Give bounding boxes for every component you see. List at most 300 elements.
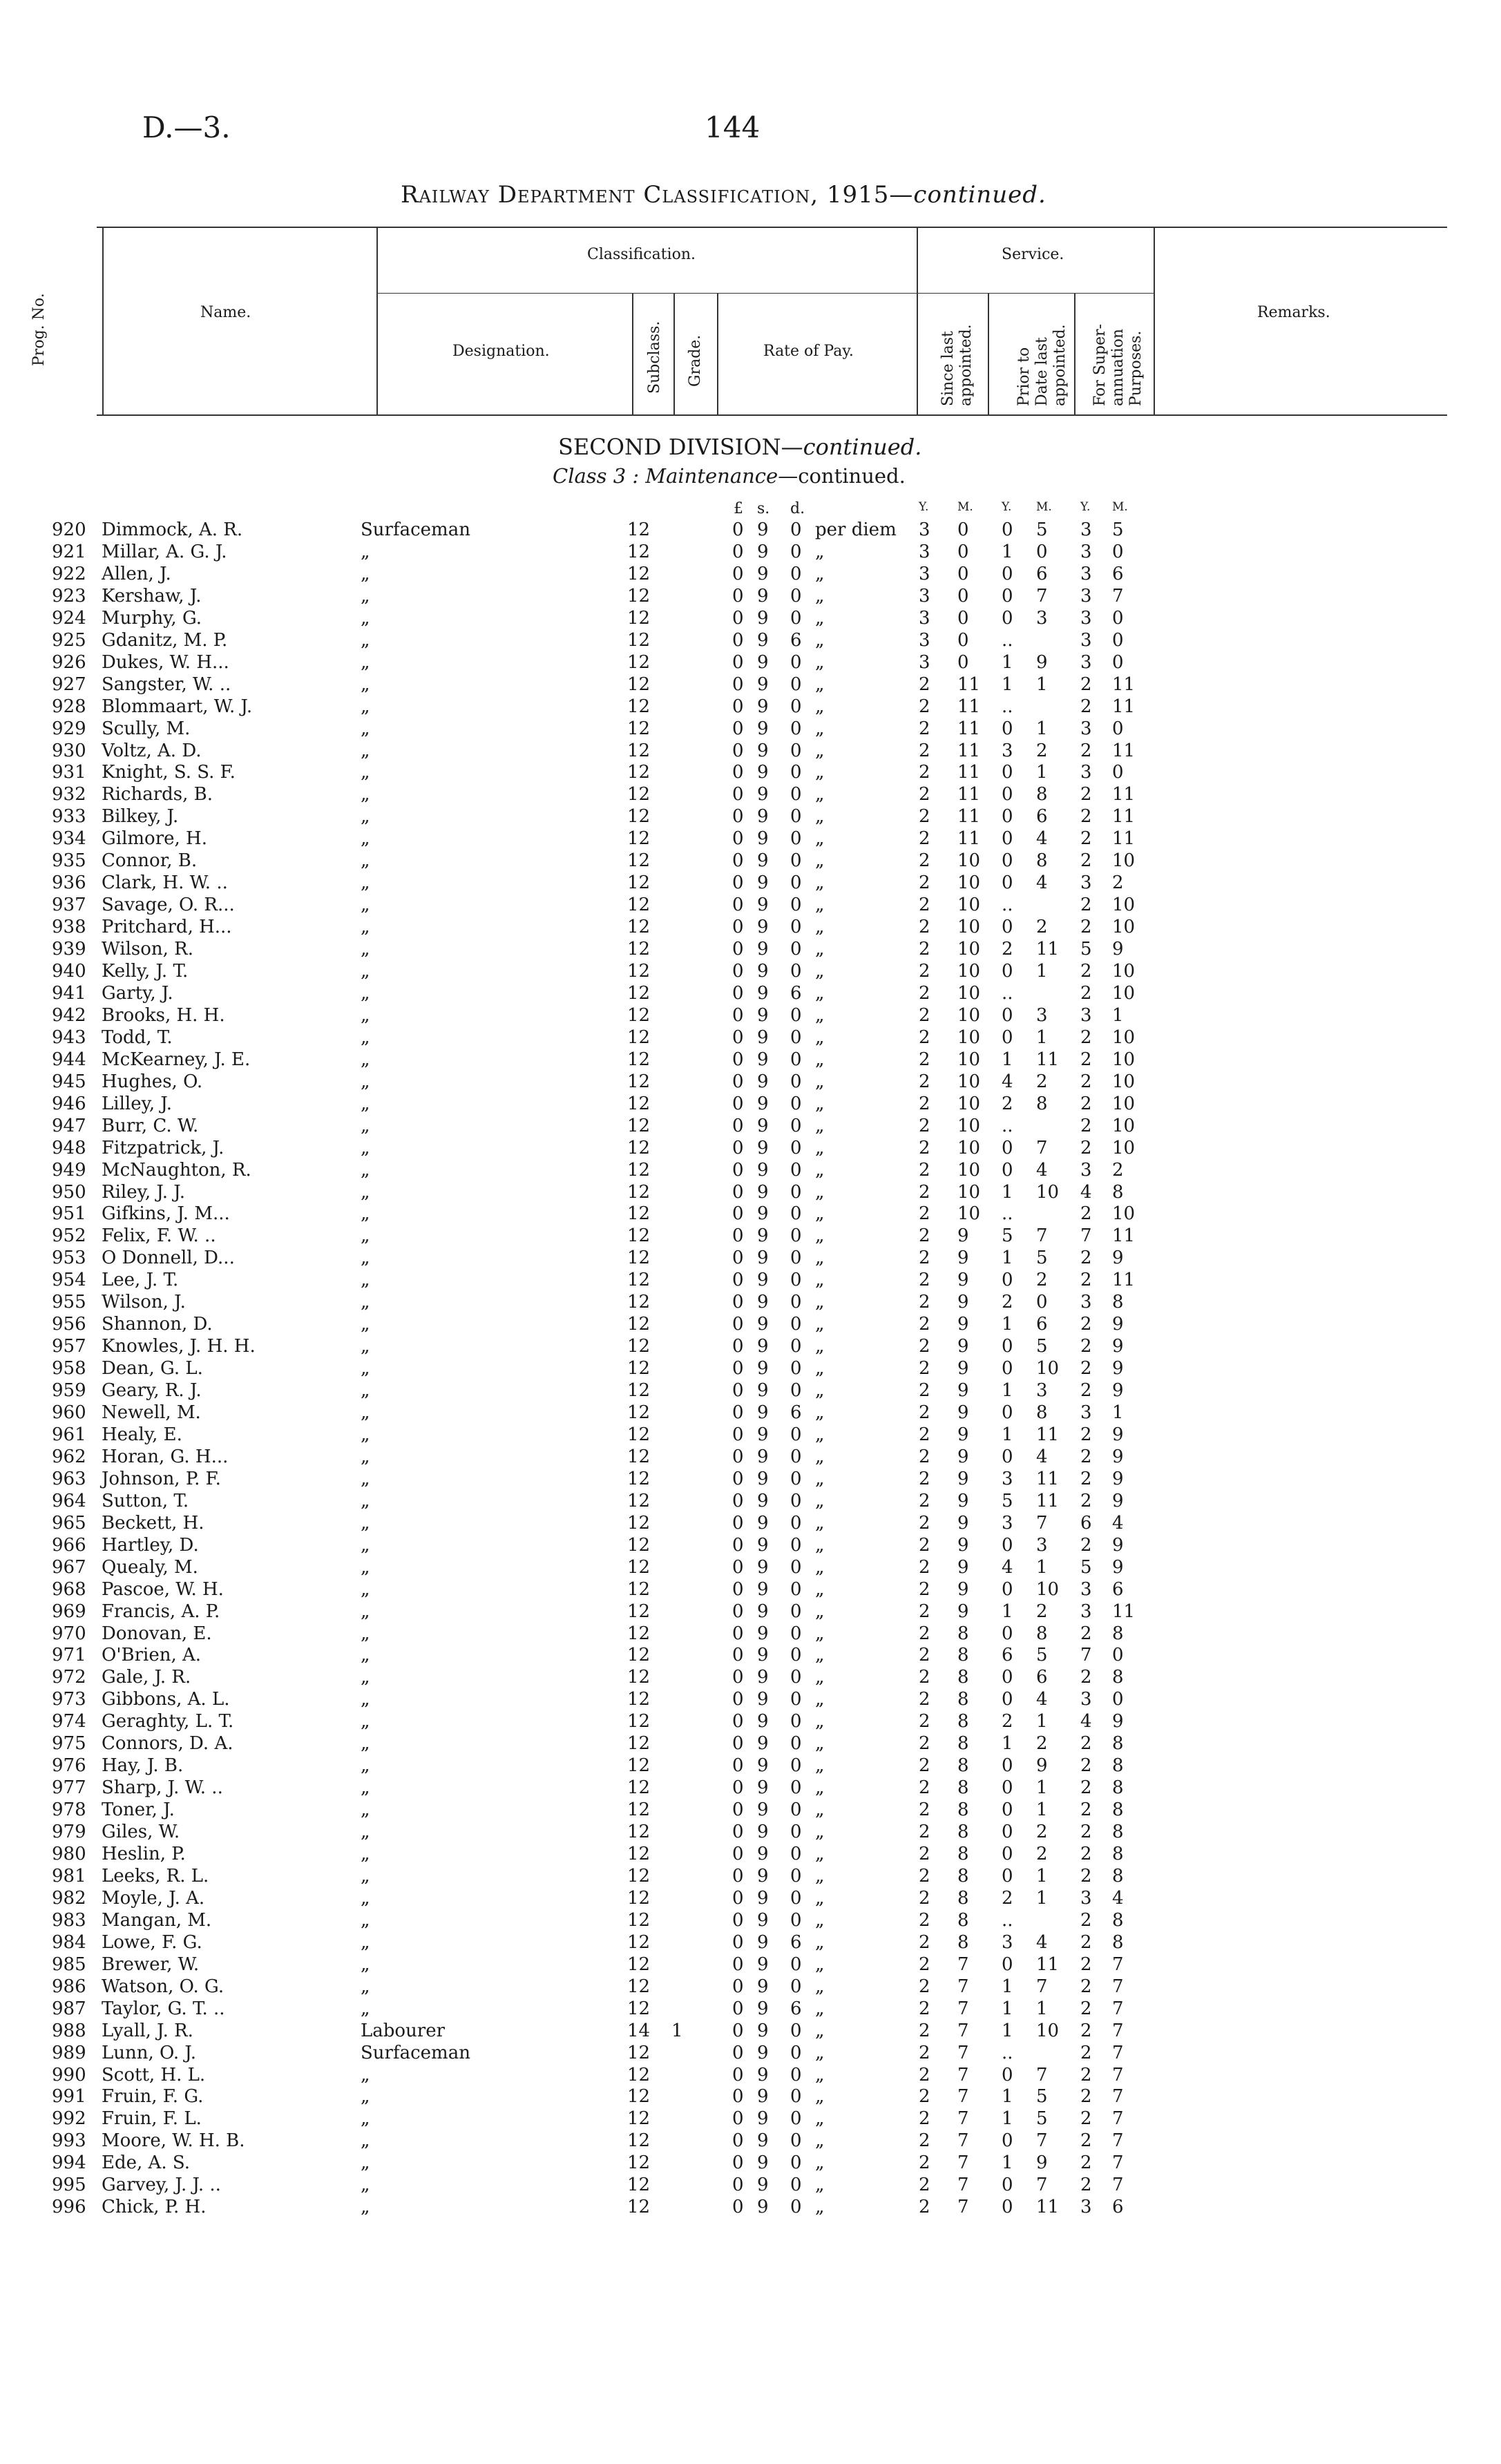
subclass: 12	[627, 1203, 651, 1225]
designation: „	[361, 1844, 370, 1864]
since-years: 2	[919, 1578, 930, 1600]
pay-pounds: 0	[732, 2086, 744, 2108]
since-months: 10	[957, 982, 981, 1004]
pay-shillings: 9	[757, 1446, 769, 1467]
prior-months: 7	[1036, 2175, 1048, 2196]
designation: „	[361, 1512, 370, 1534]
designation: „	[361, 1270, 370, 1291]
prior-years: 0	[1002, 1336, 1013, 1357]
since-years: 2	[919, 1645, 930, 1666]
since-years: 2	[919, 1159, 930, 1181]
pay-period: „	[815, 1601, 825, 1622]
prior-years: 0	[1002, 784, 1013, 805]
employee-name: Fitzpatrick, J.	[102, 1137, 224, 1158]
pay-period: „	[815, 1623, 825, 1644]
prior-years: 1	[1002, 2020, 1013, 2041]
pay-period: „	[815, 2086, 825, 2108]
subclass: 12	[627, 1115, 651, 1136]
pay-shillings: 9	[757, 2042, 769, 2063]
since-months: 7	[957, 2108, 969, 2130]
super-months: 9	[1112, 1446, 1124, 1467]
prior-years: 0	[1002, 607, 1013, 629]
super-years: 3	[1080, 651, 1092, 673]
designation: „	[361, 1446, 370, 1467]
since-years: 2	[919, 850, 930, 872]
pay-shillings: 9	[757, 1071, 769, 1092]
pay-pounds: 0	[732, 1292, 744, 1313]
prior-years: 0	[1002, 2175, 1013, 2196]
table-row	[0, 1336, 1501, 1358]
row-number: 928	[52, 696, 86, 717]
prior-months: 11	[1036, 939, 1060, 960]
prior-years: ..	[1002, 1909, 1013, 1931]
table-row	[0, 1138, 1501, 1160]
prior-months: 1	[1036, 718, 1048, 739]
table-row	[0, 895, 1501, 917]
pay-period: „	[815, 806, 825, 828]
pay-shillings: 9	[757, 1844, 769, 1864]
since-years: 2	[919, 895, 930, 916]
table-row	[0, 1799, 1501, 1822]
super-months: 7	[1112, 1976, 1124, 1997]
row-number: 996	[52, 2197, 86, 2218]
pay-shillings: 9	[757, 1909, 769, 1931]
super-months: 10	[1112, 1049, 1136, 1070]
since-years: 2	[919, 1292, 930, 1313]
subclass: 12	[627, 806, 651, 828]
designation: „	[361, 1049, 370, 1070]
super-years: 3	[1080, 1887, 1092, 1909]
prior-months: 1	[1036, 1777, 1048, 1799]
pay-shillings: 9	[757, 1865, 769, 1887]
subclass: 12	[627, 2130, 651, 2152]
super-months: 4	[1112, 1887, 1124, 1909]
prior-years: 1	[1002, 1380, 1013, 1402]
pay-pounds: 0	[732, 696, 744, 717]
row-number: 936	[52, 872, 86, 894]
row-number: 990	[52, 2064, 86, 2085]
subclass: 12	[627, 651, 651, 673]
prior-years: 0	[1002, 917, 1013, 938]
super-years: 2	[1080, 917, 1092, 938]
row-number: 955	[52, 1292, 86, 1313]
designation: „	[361, 828, 370, 850]
prior-line: Prior to	[1015, 347, 1033, 406]
subclass: 12	[627, 1909, 651, 1931]
pay-shillings: 9	[757, 1380, 769, 1402]
prior-months: 2	[1036, 1270, 1048, 1291]
since-years: 2	[919, 1623, 930, 1644]
since-months: 9	[957, 1556, 969, 1578]
pay-period: „	[815, 1336, 825, 1357]
pay-period: „	[815, 2042, 825, 2063]
pay-pence: 0	[790, 1534, 802, 1556]
employee-name: Shannon, D.	[102, 1314, 213, 1335]
employee-name: Taylor, G. T. ..	[102, 1998, 225, 2019]
super-years: 2	[1080, 895, 1092, 916]
prior-months: 1	[1036, 674, 1048, 695]
since-months: 9	[957, 1578, 969, 1600]
super-months: 10	[1112, 1203, 1136, 1225]
since-months: 9	[957, 1402, 969, 1423]
table-row	[0, 2065, 1501, 2087]
prior-line: appointed.	[1051, 324, 1069, 406]
pay-shillings: 9	[757, 1799, 769, 1821]
table-row	[0, 1998, 1501, 2021]
designation: „	[361, 1601, 370, 1622]
pay-period: „	[815, 2108, 825, 2130]
employee-name: Mangan, M.	[102, 1909, 212, 1931]
pay-pence: 0	[790, 1755, 802, 1777]
pay-pence: 0	[790, 541, 802, 562]
super-months: 8	[1112, 1822, 1124, 1843]
table-row	[0, 519, 1501, 542]
since-years: 2	[919, 1115, 930, 1136]
designation: „	[361, 2086, 370, 2108]
employee-name: Beckett, H.	[102, 1512, 204, 1534]
super-years: 2	[1080, 1755, 1092, 1777]
pay-pounds: 0	[732, 1711, 744, 1732]
pay-pence: 0	[790, 740, 802, 761]
since-years: 2	[919, 1844, 930, 1864]
since-years: 2	[919, 1799, 930, 1821]
prior-months: 4	[1036, 828, 1048, 850]
subclass: 12	[627, 1578, 651, 1600]
subclass: 12	[627, 1358, 651, 1379]
pay-pence: 0	[790, 1137, 802, 1158]
subclass: 12	[627, 1667, 651, 1688]
row-number: 924	[52, 607, 86, 629]
subclass: 12	[627, 895, 651, 916]
table-row	[0, 784, 1501, 806]
prior-years: 1	[1002, 2108, 1013, 2130]
since-months: 10	[957, 850, 981, 872]
pay-period: „	[815, 629, 825, 651]
super-years: 2	[1080, 2108, 1092, 2130]
since-months: 7	[957, 2175, 969, 2196]
super-years: 2	[1080, 1026, 1092, 1048]
pay-period: „	[815, 541, 825, 562]
class-suffix: —continued.	[778, 464, 906, 488]
table-row	[0, 1557, 1501, 1579]
employee-name: Knight, S. S. F.	[102, 762, 236, 783]
pay-pence: 0	[790, 2175, 802, 2196]
pay-period: „	[815, 1667, 825, 1688]
subclass: 12	[627, 1954, 651, 1975]
row-number: 953	[52, 1248, 86, 1269]
pay-pence: 0	[790, 1909, 802, 1931]
super-years: 2	[1080, 1336, 1092, 1357]
super-line: annuation	[1109, 328, 1127, 406]
prior-months: 7	[1036, 1225, 1048, 1247]
super-months: 9	[1112, 1468, 1124, 1489]
prior-years: 0	[1002, 2197, 1013, 2218]
employee-name: Richards, B.	[102, 784, 213, 805]
prior-months: 6	[1036, 1314, 1048, 1335]
pay-pounds: 0	[732, 585, 744, 607]
row-number: 925	[52, 629, 86, 651]
super-years: 2	[1080, 2175, 1092, 2196]
employee-name: Bilkey, J.	[102, 806, 179, 828]
super-years: 2	[1080, 2064, 1092, 2085]
designation: „	[361, 1865, 370, 1887]
pay-period: „	[815, 1578, 825, 1600]
prior-years: 0	[1002, 1402, 1013, 1423]
super-years: 2	[1080, 961, 1092, 982]
row-number: 971	[52, 1645, 86, 1666]
employee-name: Horan, G. H...	[102, 1446, 229, 1467]
pay-period: „	[815, 1689, 825, 1710]
table-row	[0, 850, 1501, 872]
prior-years: 0	[1002, 1844, 1013, 1864]
employee-name: Ede, A. S.	[102, 2152, 190, 2174]
designation: „	[361, 895, 370, 916]
designation: „	[361, 1358, 370, 1379]
employee-name: Pascoe, W. H.	[102, 1578, 224, 1600]
pay-pence: 0	[790, 1225, 802, 1247]
row-number: 920	[52, 519, 86, 540]
designation: „	[361, 1578, 370, 1600]
pay-period: „	[815, 1865, 825, 1887]
pay-pence: 0	[790, 895, 802, 916]
pay-shillings: 9	[757, 629, 769, 651]
since-years: 2	[919, 1490, 930, 1511]
employee-name: Lunn, O. J.	[102, 2042, 197, 2063]
designation: „	[361, 1159, 370, 1181]
prior-months: 11	[1036, 2197, 1060, 2218]
employee-name: Lee, J. T.	[102, 1270, 179, 1291]
super-months: 11	[1112, 784, 1136, 805]
pay-shillings: 9	[757, 740, 769, 761]
pay-shillings: 9	[757, 1954, 769, 1975]
super-months: 9	[1112, 1534, 1124, 1556]
super-months: 10	[1112, 895, 1136, 916]
super-months: 9	[1112, 1248, 1124, 1269]
pay-pounds: 0	[732, 917, 744, 938]
designation: „	[361, 1645, 370, 1666]
unit-pound: £	[734, 500, 743, 517]
row-number: 952	[52, 1225, 86, 1247]
table-row	[0, 1645, 1501, 1667]
super-years: 2	[1080, 740, 1092, 761]
super-months: 0	[1112, 1689, 1124, 1710]
prior-years: ..	[1002, 2042, 1013, 2063]
since-years: 2	[919, 1534, 930, 1556]
pay-pence: 0	[790, 1181, 802, 1203]
employee-name: Gale, J. R.	[102, 1667, 191, 1688]
super-years: 2	[1080, 1071, 1092, 1092]
unit-pence: d.	[790, 500, 805, 517]
designation: „	[361, 1004, 370, 1026]
pay-shillings: 9	[757, 1601, 769, 1622]
pay-period: „	[815, 1314, 825, 1335]
pay-shillings: 9	[757, 1137, 769, 1158]
pay-shillings: 9	[757, 651, 769, 673]
prior-years: 0	[1002, 1534, 1013, 1556]
prior-months: 9	[1036, 2152, 1048, 2174]
prior-months: 5	[1036, 1645, 1048, 1666]
superannuation-header	[1091, 324, 1145, 406]
since-years: 2	[919, 1755, 930, 1777]
prior-to-header	[1015, 324, 1069, 406]
pay-period: „	[815, 718, 825, 739]
pay-pounds: 0	[732, 1248, 744, 1269]
super-years: 2	[1080, 2152, 1092, 2174]
since-months: 11	[957, 718, 981, 739]
employee-name: Burr, C. W.	[102, 1115, 199, 1136]
super-years: 7	[1080, 1645, 1092, 1666]
super-months: 10	[1112, 961, 1136, 982]
employee-name: Murphy, G.	[102, 607, 202, 629]
table-row	[0, 2175, 1501, 2197]
pay-period: „	[815, 1071, 825, 1092]
pay-shillings: 9	[757, 1115, 769, 1136]
prior-months: 8	[1036, 1402, 1048, 1423]
pay-pounds: 0	[732, 2020, 744, 2041]
pay-shillings: 9	[757, 1159, 769, 1181]
designation: „	[361, 1490, 370, 1511]
pay-pounds: 0	[732, 1402, 744, 1423]
since-months: 11	[957, 828, 981, 850]
super-months: 7	[1112, 2152, 1124, 2174]
subclass: 12	[627, 1380, 651, 1402]
since-years: 2	[919, 1181, 930, 1203]
employee-name: Brooks, H. H.	[102, 1004, 225, 1026]
super-months: 0	[1112, 629, 1124, 651]
subclass: 12	[627, 1623, 651, 1644]
subclass: 12	[627, 1424, 651, 1445]
class-label: Class 3 :	[553, 464, 640, 488]
super-months: 6	[1112, 2197, 1124, 2218]
since-years: 2	[919, 696, 930, 717]
since-years: 2	[919, 1336, 930, 1357]
table-row	[0, 806, 1501, 828]
super-months: 7	[1112, 2064, 1124, 2085]
subclass: 12	[627, 1336, 651, 1357]
document-code: D.—3.	[142, 111, 231, 144]
designation: „	[361, 607, 370, 629]
subclass: 12	[627, 917, 651, 938]
pay-shillings: 9	[757, 1093, 769, 1114]
pay-pence: 0	[790, 718, 802, 739]
pay-period: „	[815, 1093, 825, 1114]
since-months: 9	[957, 1512, 969, 1534]
pay-period: „	[815, 872, 825, 894]
pay-pounds: 0	[732, 1026, 744, 1048]
pay-pounds: 0	[732, 2197, 744, 2218]
subclass: 12	[627, 1733, 651, 1755]
employee-name: Hughes, O.	[102, 1071, 203, 1092]
pay-pounds: 0	[732, 1887, 744, 1909]
prior-years: ..	[1002, 895, 1013, 916]
super-months: 7	[1112, 2042, 1124, 2063]
pay-pounds: 0	[732, 1049, 744, 1070]
subclass: 12	[627, 2108, 651, 2130]
prior-months: 1	[1036, 1026, 1048, 1048]
designation: „	[361, 2175, 370, 2196]
super-years: 4	[1080, 1181, 1092, 1203]
grade-header: Grade.	[687, 334, 704, 387]
prior-months: 5	[1036, 1336, 1048, 1357]
subclass: 12	[627, 696, 651, 717]
since-years: 2	[919, 1071, 930, 1092]
table-row	[0, 741, 1501, 763]
prior-months: 10	[1036, 2020, 1060, 2041]
table-row	[0, 1049, 1501, 1071]
col-divider	[632, 294, 633, 414]
pay-pence: 0	[790, 961, 802, 982]
pay-pounds: 0	[732, 2064, 744, 2085]
table-row	[0, 1844, 1501, 1866]
pay-shillings: 9	[757, 696, 769, 717]
designation: „	[361, 1026, 370, 1048]
pay-pounds: 0	[732, 2175, 744, 2196]
unit-months: M.	[1112, 500, 1128, 514]
designation: „	[361, 1137, 370, 1158]
designation: Surfaceman	[361, 2042, 470, 2063]
designation: „	[361, 1534, 370, 1556]
employee-name: Riley, J. J.	[102, 1181, 185, 1203]
pay-period: „	[815, 1556, 825, 1578]
prior-months: 10	[1036, 1578, 1060, 1600]
table-row	[0, 1358, 1501, 1380]
since-years: 2	[919, 1909, 930, 1931]
employee-name: Watson, O. G.	[102, 1976, 224, 1997]
super-years: 3	[1080, 1004, 1092, 1026]
prior-years: 0	[1002, 1270, 1013, 1291]
super-months: 10	[1112, 1071, 1136, 1092]
pay-pounds: 0	[732, 1225, 744, 1247]
super-months: 7	[1112, 585, 1124, 607]
pay-period: „	[815, 1822, 825, 1843]
col-divider	[917, 228, 918, 414]
super-years: 2	[1080, 1468, 1092, 1489]
row-number: 991	[52, 2086, 86, 2108]
super-years: 2	[1080, 1424, 1092, 1445]
prior-years: 0	[1002, 850, 1013, 872]
pay-period: „	[815, 607, 825, 629]
super-months: 11	[1112, 828, 1136, 850]
since-months: 0	[957, 563, 969, 584]
designation: „	[361, 939, 370, 960]
col-divider	[1154, 228, 1155, 414]
row-number: 980	[52, 1844, 86, 1864]
since-months: 8	[957, 1755, 969, 1777]
prior-years: 3	[1002, 1931, 1013, 1953]
super-years: 2	[1080, 1733, 1092, 1755]
since-months: 8	[957, 1822, 969, 1843]
prior-months: 6	[1036, 563, 1048, 584]
pay-shillings: 9	[757, 718, 769, 739]
pay-period: „	[815, 1931, 825, 1953]
pay-shillings: 9	[757, 806, 769, 828]
pay-pence: 0	[790, 2152, 802, 2174]
prior-months: 5	[1036, 2086, 1048, 2108]
pay-shillings: 9	[757, 519, 769, 540]
employee-name: Millar, A. G. J.	[102, 541, 227, 562]
prior-years: 0	[1002, 1004, 1013, 1026]
super-months: 9	[1112, 1424, 1124, 1445]
prior-years: 0	[1002, 563, 1013, 584]
pay-pence: 0	[790, 1601, 802, 1622]
prior-months: 11	[1036, 1490, 1060, 1511]
pay-shillings: 9	[757, 2108, 769, 2130]
pay-pence: 0	[790, 1822, 802, 1843]
since-months: 8	[957, 1623, 969, 1644]
subclass: 12	[627, 939, 651, 960]
pay-period: „	[815, 1512, 825, 1534]
prior-years: 1	[1002, 1248, 1013, 1269]
